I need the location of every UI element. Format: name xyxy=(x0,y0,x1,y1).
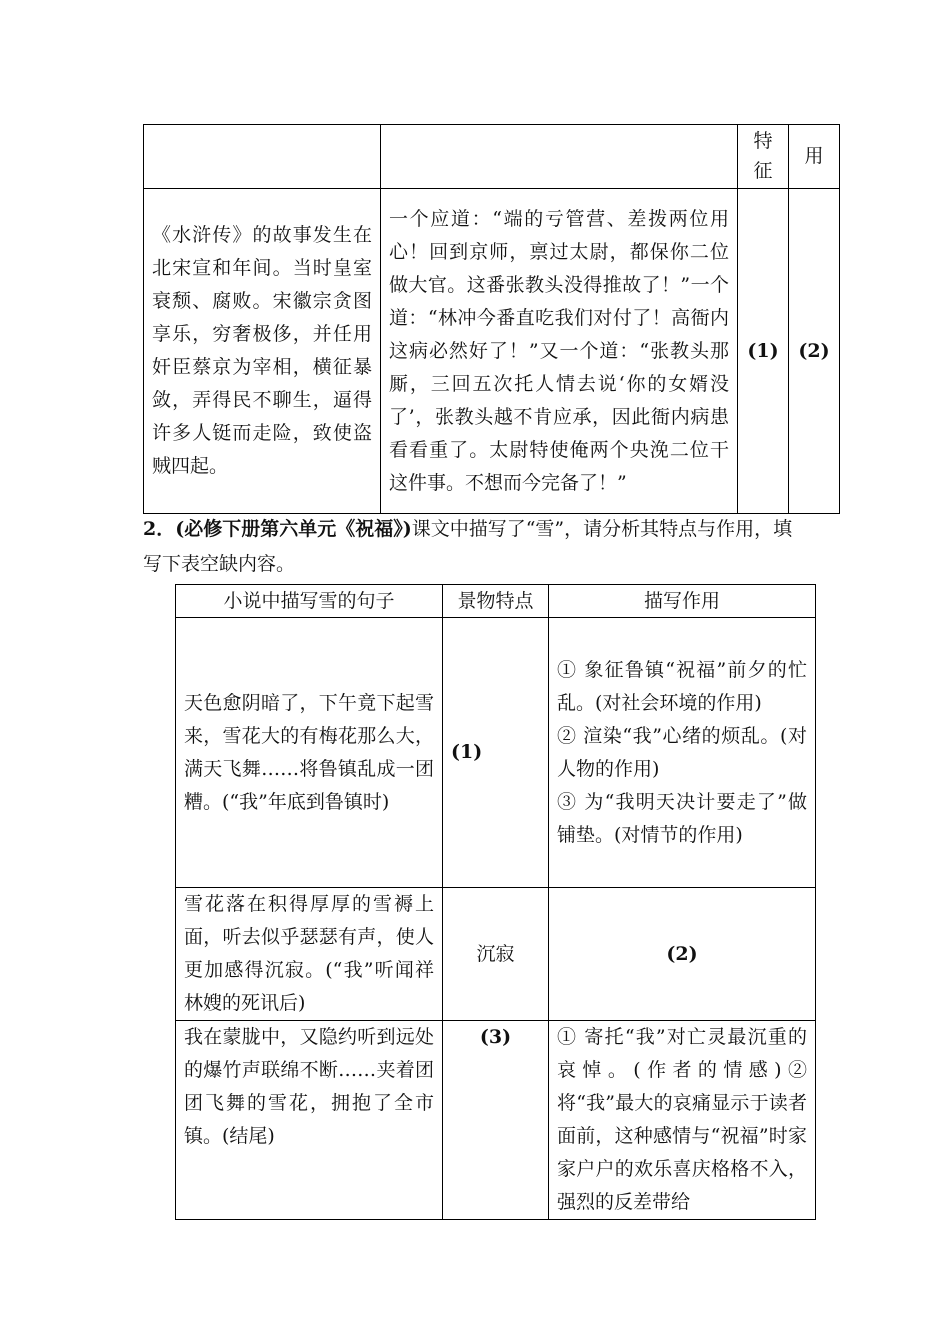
feature-cell: 沉寂 xyxy=(443,888,549,1021)
table-row xyxy=(176,618,816,888)
table-row xyxy=(144,189,840,514)
header-feature: 景物特点 xyxy=(443,585,549,618)
effect-blank: (2) xyxy=(789,189,840,514)
effect-cell: ① 寄托“我”对亡灵最沉重的哀悼。(作者的情感)② 将“我”最大的哀痛显示于读者面前，这种感情与“祝福”时家家户户的欢乐喜庆格格不入，强烈的反差带给 xyxy=(549,1021,816,1220)
sentence-cell: 我在蒙胧中，又隐约听到远处的爆竹声联绵不断……夹着团团飞舞的雪花，拥抱了全市镇。(结尾) xyxy=(176,1021,443,1220)
table-header-row xyxy=(176,585,816,618)
header-effect: 描写作用 xyxy=(549,585,816,618)
background-cell: 《水浒传》的故事发生在北宋宣和年间。当时皇室衰颓、腐败。宋徽宗贪图享乐，穷奢极侈，并任用奸臣蔡京为宰相，横征暴敛，弄得民不聊生，逼得许多人铤而走险，致使盗贼四起。 xyxy=(144,189,381,514)
question-source: (必修下册第六单元《祝福》) xyxy=(175,518,412,540)
sentence-cell: 天色愈阴暗了，下午竟下起雪来，雪花大的有梅花那么大，满天飞舞……将鲁镇乱成一团糟。(“我”年底到鲁镇时) xyxy=(176,618,443,888)
effect-item-1: ① 象征鲁镇“祝福”前夕的忙乱。(对社会环境的作用) xyxy=(557,658,807,714)
snow-analysis-table xyxy=(175,584,816,1220)
header-cell-feature: 特征 xyxy=(738,125,789,189)
header-cell-empty-2 xyxy=(381,125,738,189)
effect-blank: (2) xyxy=(549,888,816,1021)
text-analysis-table xyxy=(143,124,840,514)
quote-cell: 一个应道：“端的亏管营、差拨两位用心！回到京师，禀过太尉，都保你二位做大官。这番张教头没得推故了！”一个道：“林冲今番直吃我们对付了！高衙内这病必然好了！”又一个道：“张教头那厮，三回五次托人情去说‘你的女婿没了’，张教头越不肯应承，因此衙内病患看看重了。太尉特使俺两个央浼二位干这件事。不想而今完备了！” xyxy=(381,189,738,514)
header-cell-empty-1 xyxy=(144,125,381,189)
question-2 xyxy=(143,512,808,582)
question-text: 课文中描写了“雪”，请分析其特点与作用，填写下表空缺内容。 xyxy=(143,518,793,575)
table-row xyxy=(176,1021,816,1220)
table-header-row xyxy=(144,125,840,189)
table-row xyxy=(176,888,816,1021)
question-number: 2． xyxy=(143,518,176,540)
sentence-cell: 雪花落在积得厚厚的雪褥上面，听去似乎瑟瑟有声，使人更加感得沉寂。(“我”听闻祥林嫂的死讯后) xyxy=(176,888,443,1021)
effect-item-2: ② 渲染“我”心绪的烦乱。(对人物的作用) xyxy=(557,724,807,780)
header-sentence: 小说中描写雪的句子 xyxy=(176,585,443,618)
feature-blank: (3) xyxy=(443,1021,549,1220)
effect-cell xyxy=(549,618,816,888)
feature-blank: (1) xyxy=(738,189,789,514)
effect-item-3: ③ 为“我明天决计要走了”做铺垫。(对情节的作用) xyxy=(557,790,807,846)
feature-cell: (1) xyxy=(443,618,549,888)
header-cell-effect: 用 xyxy=(789,125,840,189)
